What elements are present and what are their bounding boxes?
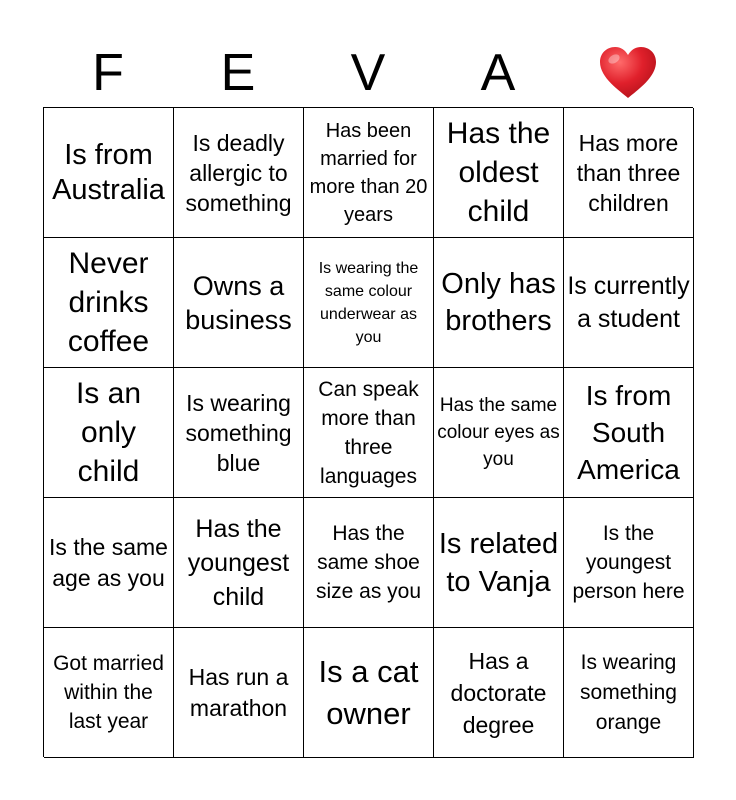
bingo-cell[interactable]: [44, 498, 174, 628]
cell-text: Is a cat owner: [318, 653, 419, 731]
bingo-cell[interactable]: [304, 238, 434, 368]
bingo-cell[interactable]: [434, 238, 564, 368]
header-letter-a: A: [480, 44, 516, 102]
bingo-cell[interactable]: [434, 498, 564, 628]
bingo-cell[interactable]: [174, 498, 304, 628]
heart-icon: [563, 40, 693, 106]
cell-text: Has more than three children: [576, 129, 681, 216]
header-letter-e: E: [220, 44, 256, 102]
bingo-grid: [43, 107, 693, 757]
cell-text: Is wearing something orange: [580, 650, 677, 734]
cell-text: Has been married for more than 20 years: [309, 119, 428, 226]
cell-text: Is from Australia: [52, 138, 165, 206]
cell-text: Is the same age as you: [49, 533, 168, 591]
cell-text: Is currently a student: [567, 271, 690, 333]
bingo-cell[interactable]: [304, 628, 434, 758]
cell-text: Can speak more than three languages: [318, 377, 419, 488]
cell-text: Never drinks coffee: [67, 247, 150, 358]
bingo-header: [43, 40, 693, 106]
cell-text: Is deadly allergic to something: [185, 129, 292, 216]
cell-text: Is from South America: [577, 380, 680, 485]
bingo-cell[interactable]: [564, 628, 694, 758]
cell-text: Is related to Vanja: [438, 527, 559, 598]
cell-text: Has run a marathon: [188, 663, 289, 721]
header-letter-f: F: [92, 44, 124, 102]
bingo-cell[interactable]: [44, 108, 174, 238]
bingo-cell[interactable]: [304, 368, 434, 498]
header-letter-v: V: [350, 44, 386, 102]
bingo-cell[interactable]: [564, 238, 694, 368]
heart-icon-graphic: [598, 46, 658, 100]
cell-text: Got married within the last year: [53, 652, 164, 733]
cell-text: Has the same colour eyes as you: [437, 395, 560, 470]
bingo-cell[interactable]: [434, 108, 564, 238]
bingo-cell[interactable]: [44, 238, 174, 368]
cell-text: Owns a business: [185, 270, 292, 335]
cell-text: Has a doctorate degree: [450, 647, 547, 738]
cell-text: Is an only child: [75, 377, 142, 488]
cell-text: Has the oldest child: [446, 117, 551, 228]
cell-text: Is the youngest person here: [572, 522, 685, 603]
bingo-cell[interactable]: [434, 368, 564, 498]
cell-text: Is wearing something blue: [185, 389, 292, 476]
bingo-cell[interactable]: [434, 628, 564, 758]
bingo-cell[interactable]: [304, 108, 434, 238]
cell-text: Is wearing the same colour underwear as you: [318, 259, 419, 346]
cell-text: Has the same shoe size as you: [315, 522, 422, 603]
cell-text: Only has brothers: [441, 267, 556, 337]
bingo-cell[interactable]: [174, 368, 304, 498]
bingo-cell[interactable]: [174, 238, 304, 368]
bingo-cell[interactable]: [174, 628, 304, 758]
bingo-cell[interactable]: [564, 108, 694, 238]
bingo-cell[interactable]: [174, 108, 304, 238]
bingo-cell[interactable]: [564, 368, 694, 498]
cell-text: Has the youngest child: [187, 514, 290, 611]
bingo-cell[interactable]: [44, 628, 174, 758]
bingo-cell[interactable]: [304, 498, 434, 628]
bingo-cell[interactable]: [564, 498, 694, 628]
bingo-cell[interactable]: [44, 368, 174, 498]
